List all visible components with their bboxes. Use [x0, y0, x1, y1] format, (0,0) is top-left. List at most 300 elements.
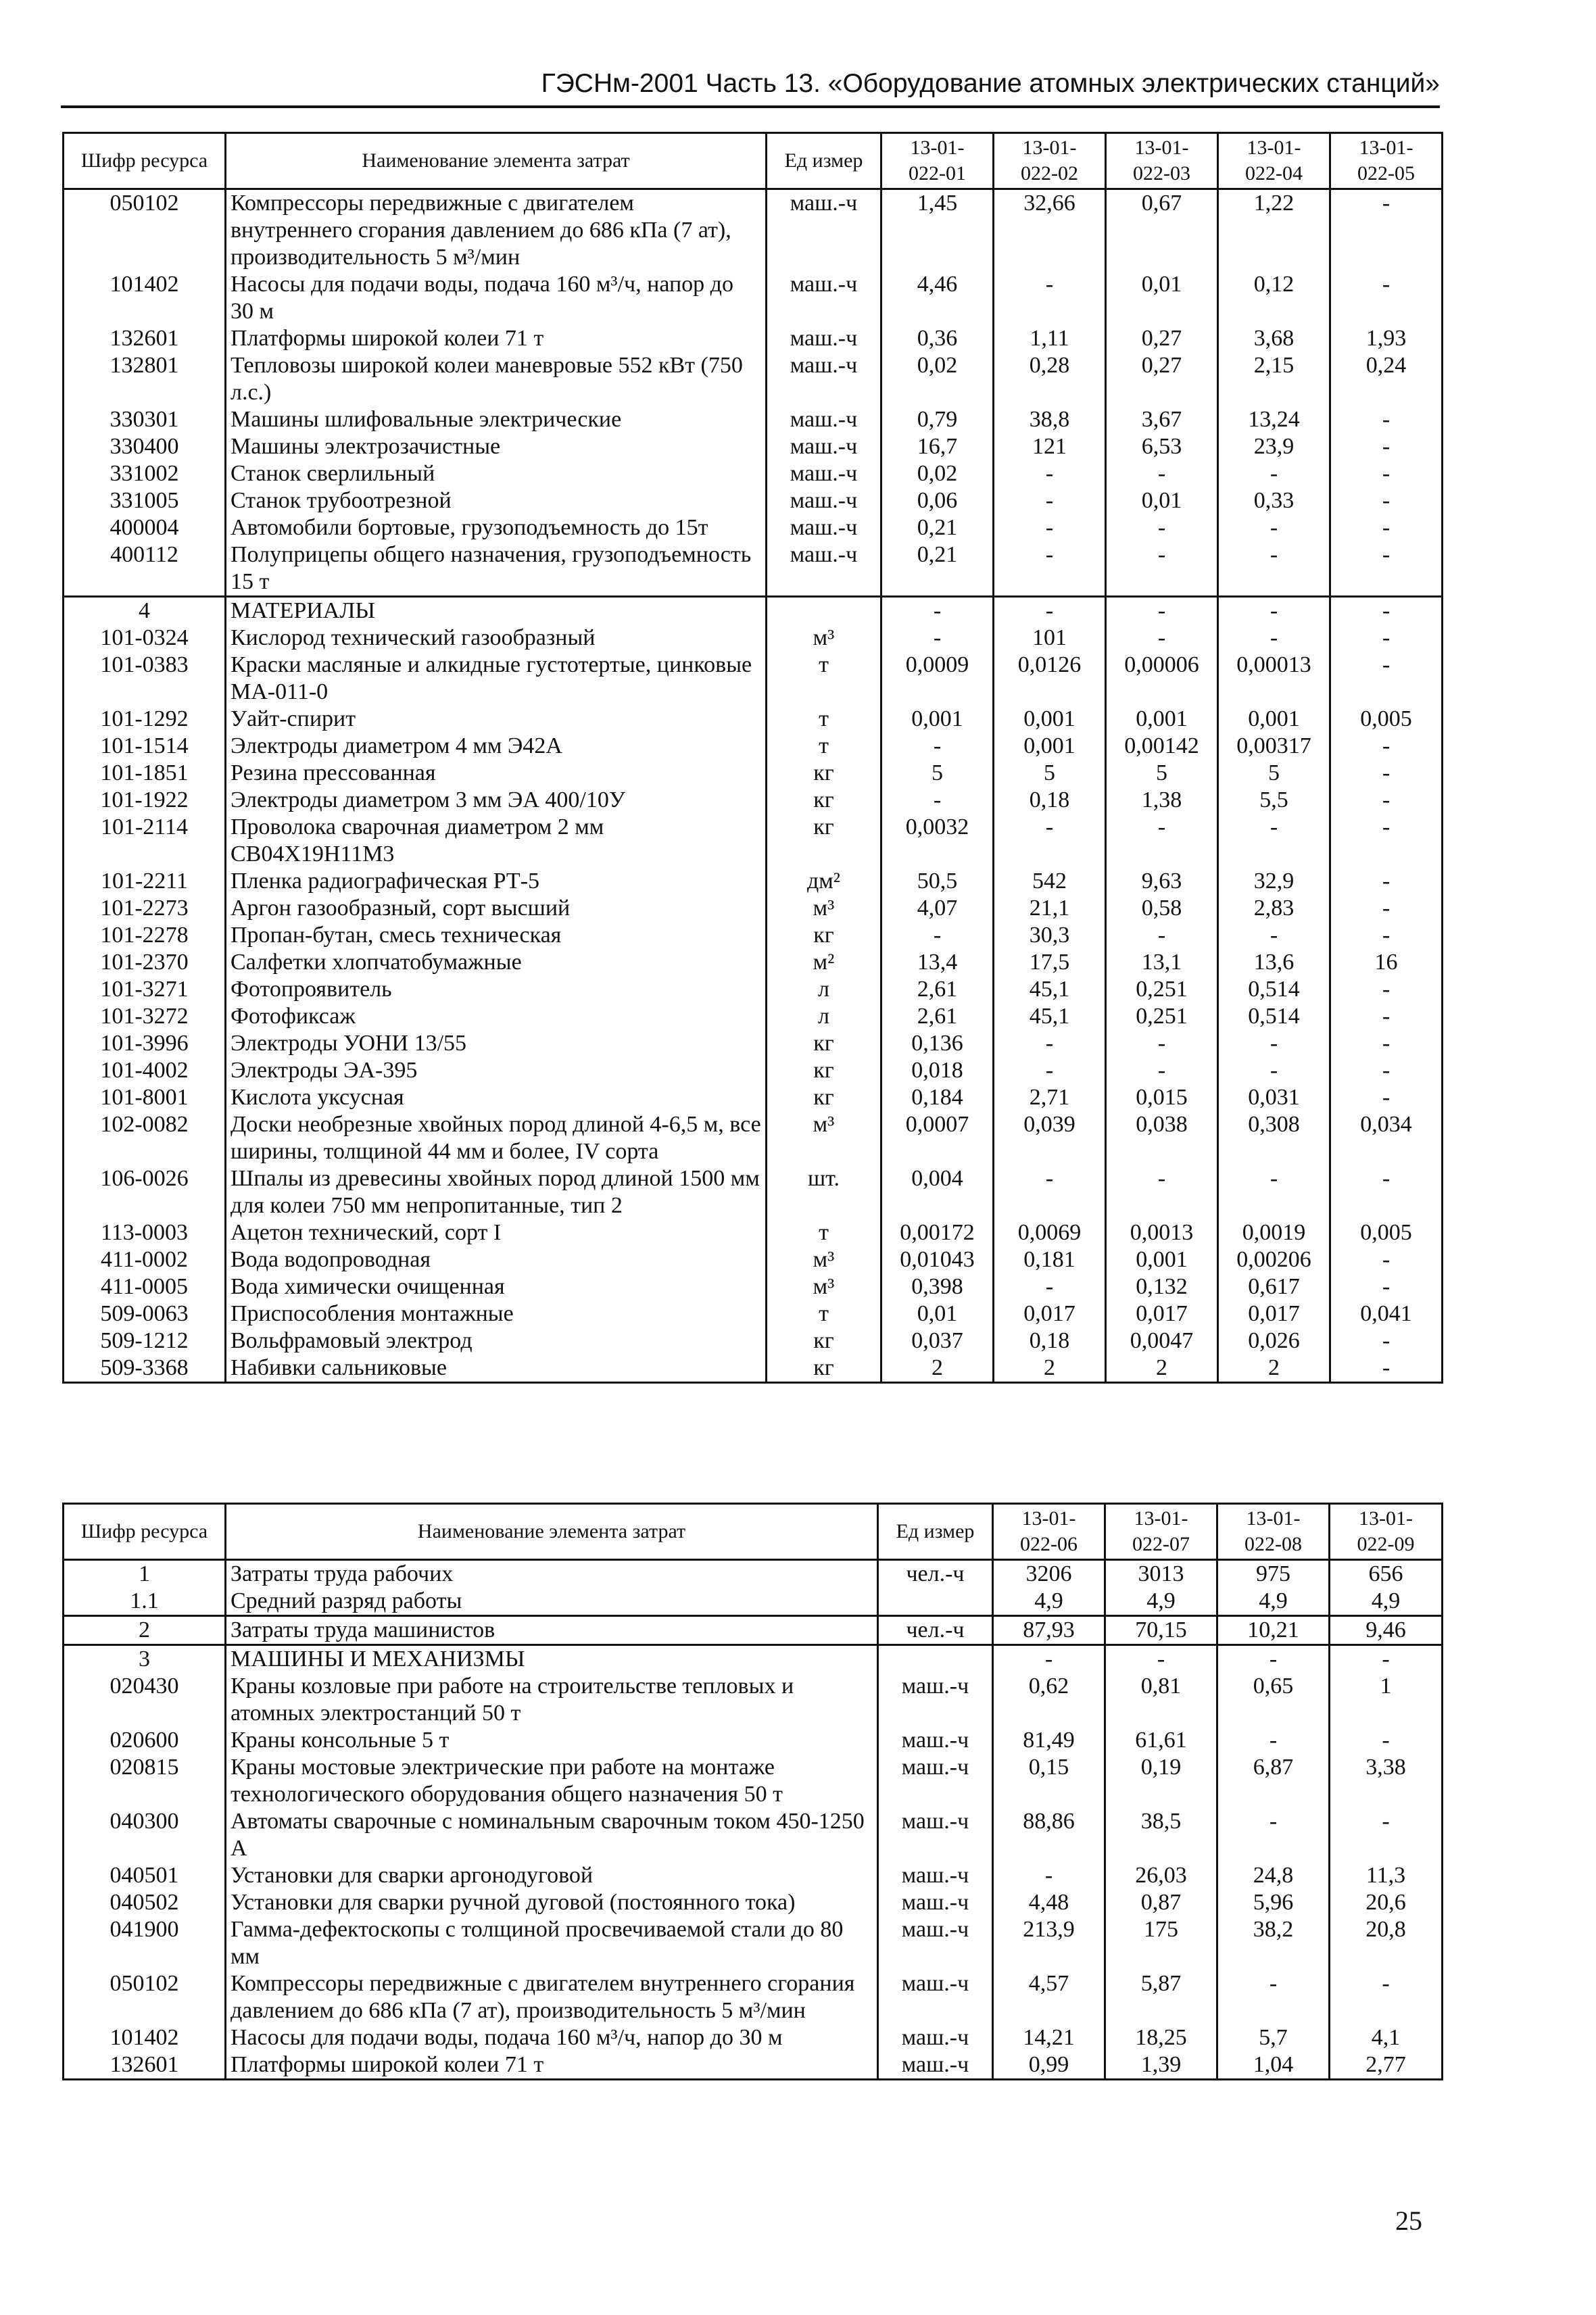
- resource-name: Машины электрозачистные: [226, 433, 767, 460]
- page-header: [61, 65, 1440, 108]
- norm-value: 0,58: [1106, 895, 1218, 922]
- unit-of-measure: дм²: [767, 868, 881, 895]
- norm-value: 0,037: [881, 1327, 994, 1355]
- norm-value: 0,308: [1218, 1111, 1330, 1165]
- unit-of-measure: маш.-ч: [767, 433, 881, 460]
- table-row: [64, 1970, 1443, 2024]
- resource-name: Пропан-бутан, смесь техническая: [226, 922, 767, 949]
- norm-value: 0,0069: [994, 1219, 1106, 1246]
- unit-of-measure: кг: [767, 760, 881, 787]
- norm-value: -: [1330, 487, 1443, 514]
- resource-code: 1: [64, 1560, 226, 1588]
- norm-value: -: [993, 1862, 1105, 1889]
- norm-value: 0,01: [881, 1300, 994, 1327]
- norm-value: 0,27: [1106, 352, 1218, 406]
- norm-value: -: [1106, 1030, 1218, 1057]
- resource-name: Уайт-спирит: [226, 706, 767, 733]
- resource-code: 101-2278: [64, 922, 226, 949]
- unit-of-measure: чел.-ч: [878, 1616, 993, 1645]
- norm-value: 0,00013: [1218, 652, 1330, 706]
- resource-name: Электроды УОНИ 13/55: [226, 1030, 767, 1057]
- resource-name: Затраты труда машинистов: [226, 1616, 878, 1645]
- norm-value: 45,1: [994, 1003, 1106, 1030]
- unit-of-measure: чел.-ч: [878, 1560, 993, 1588]
- table-row: [64, 1916, 1443, 1970]
- norm-value: 61,61: [1105, 1727, 1217, 1754]
- norm-value: 0,132: [1106, 1273, 1218, 1300]
- norm-value: -: [1218, 625, 1330, 652]
- table-row: [64, 271, 1443, 325]
- table-row: [64, 514, 1443, 541]
- resource-code: 101-1292: [64, 706, 226, 733]
- norm-value: 0,034: [1330, 1111, 1443, 1165]
- norm-value: 20,6: [1330, 1889, 1443, 1916]
- norm-value: -: [1330, 433, 1443, 460]
- resource-name: Платформы широкой колеи 71 т: [226, 2051, 878, 2080]
- norm-value: -: [1106, 597, 1218, 625]
- norm-value: 10,21: [1217, 1616, 1330, 1645]
- resource-code: 132801: [64, 352, 226, 406]
- norm-value: 45,1: [994, 976, 1106, 1003]
- column-header: 13-01- 022-05: [1330, 133, 1443, 189]
- norm-value: 5,96: [1217, 1889, 1330, 1916]
- norm-value: 13,4: [881, 949, 994, 976]
- section-row: [64, 597, 1443, 625]
- norm-value: 6,87: [1217, 1754, 1330, 1808]
- resource-code: 106-0026: [64, 1165, 226, 1219]
- unit-of-measure: кг: [767, 922, 881, 949]
- table-row: [64, 1727, 1443, 1754]
- resource-code: 050102: [64, 189, 226, 272]
- unit-of-measure: маш.-ч: [767, 406, 881, 433]
- resource-name: Проволока сварочная диаметром 2 мм СВ04Х19Н11М3: [226, 814, 767, 868]
- resource-name: Аргон газообразный, сорт высший: [226, 895, 767, 922]
- resource-name: МАТЕРИАЛЫ: [226, 597, 767, 625]
- resource-name: Компрессоры передвижные с двигателем внутреннего сгорания давлением до 686 кПа (7 ат), производительность 5 м³/мин: [226, 1970, 878, 2024]
- norm-value: 0,398: [881, 1273, 994, 1300]
- resource-name: Электроды диаметром 4 мм Э42А: [226, 733, 767, 760]
- unit-of-measure: [767, 597, 881, 625]
- norm-value: -: [1217, 1645, 1330, 1674]
- norm-value: 213,9: [993, 1916, 1105, 1970]
- norm-value: -: [994, 541, 1106, 597]
- resource-name: Ацетон технический, сорт I: [226, 1219, 767, 1246]
- resource-code: 101-2273: [64, 895, 226, 922]
- unit-of-measure: кг: [767, 787, 881, 814]
- norm-value: 0,24: [1330, 352, 1443, 406]
- unit-of-measure: кг: [767, 1084, 881, 1111]
- norm-value: 0,18: [994, 787, 1106, 814]
- table-row: [64, 1246, 1443, 1273]
- norm-value: -: [881, 922, 994, 949]
- norm-value: -: [1330, 787, 1443, 814]
- norm-value: 0,0019: [1218, 1219, 1330, 1246]
- resource-name: Гамма-дефектоскопы с толщиной просвечиваемой стали до 80 мм: [226, 1916, 878, 1970]
- table-row: [64, 733, 1443, 760]
- resource-code: 509-0063: [64, 1300, 226, 1327]
- norm-value: -: [1330, 1273, 1443, 1300]
- norm-value: 0,0013: [1106, 1219, 1218, 1246]
- unit-of-measure: маш.-ч: [878, 1808, 993, 1862]
- unit-of-measure: маш.-ч: [767, 271, 881, 325]
- norm-value: 0,017: [994, 1300, 1106, 1327]
- page-number: 25: [1395, 2206, 1422, 2236]
- norm-value: 3,67: [1106, 406, 1218, 433]
- norm-value: 3206: [993, 1560, 1105, 1588]
- unit-of-measure: маш.-ч: [878, 1970, 993, 2024]
- resource-code: 101-8001: [64, 1084, 226, 1111]
- table-row: [64, 1560, 1443, 1588]
- resource-code: 1.1: [64, 1588, 226, 1616]
- norm-value: -: [1330, 1327, 1443, 1355]
- norm-value: -: [1218, 1165, 1330, 1219]
- norm-value: 5: [1218, 760, 1330, 787]
- norm-value: 0,36: [881, 325, 994, 352]
- norm-value: 30,3: [994, 922, 1106, 949]
- resource-name: Краны козловые при работе на строительстве тепловых и атомных электростанций 50 т: [226, 1673, 878, 1727]
- resource-code: 040300: [64, 1808, 226, 1862]
- norm-value: -: [1106, 1165, 1218, 1219]
- norm-value: 24,8: [1217, 1862, 1330, 1889]
- resource-code: 3: [64, 1645, 226, 1674]
- resource-code: 101402: [64, 271, 226, 325]
- norm-value: 0,136: [881, 1030, 994, 1057]
- norm-value: 13,1: [1106, 949, 1218, 976]
- unit-of-measure: маш.-ч: [767, 352, 881, 406]
- resource-name: Доски необрезные хвойных пород длиной 4-6,5 м, все ширины, толщиной 44 мм и более, IV сорта: [226, 1111, 767, 1165]
- norm-value: 5: [1106, 760, 1218, 787]
- column-header: Шифр ресурса: [64, 1504, 226, 1560]
- unit-of-measure: кг: [767, 1355, 881, 1383]
- norm-value: -: [1106, 814, 1218, 868]
- norm-value: 1,93: [1330, 325, 1443, 352]
- norm-value: 5,7: [1217, 2024, 1330, 2051]
- table-row: [64, 1165, 1443, 1219]
- norm-value: 0,62: [993, 1673, 1105, 1727]
- table-row: [64, 1084, 1443, 1111]
- table-row: [64, 625, 1443, 652]
- resource-code: 101-1922: [64, 787, 226, 814]
- resource-code: 101-2114: [64, 814, 226, 868]
- table-row: [64, 2051, 1443, 2080]
- resource-code: 101-1514: [64, 733, 226, 760]
- table-row: [64, 706, 1443, 733]
- table-row: [64, 1862, 1443, 1889]
- resource-code: 400004: [64, 514, 226, 541]
- resource-code: 041900: [64, 1916, 226, 1970]
- table-row: [64, 1300, 1443, 1327]
- resource-code: 101-2370: [64, 949, 226, 976]
- table-row: [64, 1273, 1443, 1300]
- norm-value: 16: [1330, 949, 1443, 976]
- resource-code: 509-1212: [64, 1327, 226, 1355]
- unit-of-measure: м³: [767, 1273, 881, 1300]
- norm-value: 0,00142: [1106, 733, 1218, 760]
- norm-value: -: [1330, 1057, 1443, 1084]
- resource-name: МАШИНЫ И МЕХАНИЗМЫ: [226, 1645, 878, 1674]
- norm-value: 20,8: [1330, 1916, 1443, 1970]
- norm-value: -: [1330, 597, 1443, 625]
- norm-value: -: [1330, 1246, 1443, 1273]
- norm-value: 21,1: [994, 895, 1106, 922]
- norm-value: 0,33: [1218, 487, 1330, 514]
- norm-value: 9,46: [1330, 1616, 1443, 1645]
- norm-value: 0,004: [881, 1165, 994, 1219]
- norm-value: 3,68: [1218, 325, 1330, 352]
- unit-of-measure: м³: [767, 1246, 881, 1273]
- table-row: [64, 922, 1443, 949]
- table-row: [64, 895, 1443, 922]
- norm-value: -: [1330, 1030, 1443, 1057]
- resource-name: Кислота уксусная: [226, 1084, 767, 1111]
- table-row: [64, 2024, 1443, 2051]
- resource-code: 411-0002: [64, 1246, 226, 1273]
- column-header: 13-01- 022-03: [1106, 133, 1218, 189]
- norm-value: -: [994, 1030, 1106, 1057]
- norm-value: 0,184: [881, 1084, 994, 1111]
- resource-name: Пленка радиографическая РТ-5: [226, 868, 767, 895]
- norm-value: -: [1330, 271, 1443, 325]
- unit-of-measure: м³: [767, 625, 881, 652]
- norm-value: 3,38: [1330, 1754, 1443, 1808]
- norm-value: 0,01: [1106, 487, 1218, 514]
- norm-value: -: [1218, 460, 1330, 487]
- table-row: [64, 352, 1443, 406]
- resource-name: Краны консольные 5 т: [226, 1727, 878, 1754]
- norm-value: 0,001: [1106, 1246, 1218, 1273]
- norm-value: 38,2: [1217, 1916, 1330, 1970]
- norm-value: -: [994, 1057, 1106, 1084]
- table-row: [64, 1327, 1443, 1355]
- resource-code: 132601: [64, 2051, 226, 2080]
- resource-code: 101-3272: [64, 1003, 226, 1030]
- norm-value: 18,25: [1105, 2024, 1217, 2051]
- norm-value: 0,031: [1218, 1084, 1330, 1111]
- resource-name: Установки для сварки ручной дуговой (постоянного тока): [226, 1889, 878, 1916]
- resource-name: Электроды ЭА-395: [226, 1057, 767, 1084]
- norm-value: -: [994, 814, 1106, 868]
- norm-value: 0,015: [1106, 1084, 1218, 1111]
- norm-value: 1: [1330, 1673, 1443, 1727]
- resource-code: 2: [64, 1616, 226, 1645]
- norm-value: -: [1218, 597, 1330, 625]
- norm-value: 0,0126: [994, 652, 1106, 706]
- norm-value: 0,0047: [1106, 1327, 1218, 1355]
- unit-of-measure: маш.-ч: [767, 514, 881, 541]
- norm-value: 50,5: [881, 868, 994, 895]
- table-row: [64, 1355, 1443, 1383]
- norm-value: 0,21: [881, 514, 994, 541]
- norm-value: 2,15: [1218, 352, 1330, 406]
- norm-value: -: [994, 487, 1106, 514]
- resource-code: 040502: [64, 1889, 226, 1916]
- table-row: [64, 1588, 1443, 1616]
- norm-value: 5: [994, 760, 1106, 787]
- unit-of-measure: кг: [767, 1057, 881, 1084]
- table-row: [64, 460, 1443, 487]
- unit-of-measure: маш.-ч: [767, 487, 881, 514]
- norm-value: 32,9: [1218, 868, 1330, 895]
- norm-value: -: [1330, 1003, 1443, 1030]
- resource-name: Резина прессованная: [226, 760, 767, 787]
- norm-value: 0,041: [1330, 1300, 1443, 1327]
- unit-of-measure: т: [767, 652, 881, 706]
- resource-name: Краны мостовые электрические при работе на монтаже технологического оборудования общего назначения 50 т: [226, 1754, 878, 1808]
- column-header: 13-01- 022-07: [1105, 1504, 1217, 1560]
- unit-of-measure: м³: [767, 1111, 881, 1165]
- norm-value: 0,00206: [1218, 1246, 1330, 1273]
- unit-of-measure: [878, 1588, 993, 1616]
- norm-value: 70,15: [1105, 1616, 1217, 1645]
- resource-name: Кислород технический газообразный: [226, 625, 767, 652]
- norm-value: 0,81: [1105, 1673, 1217, 1727]
- norm-value: -: [881, 787, 994, 814]
- norm-value: 1,22: [1218, 189, 1330, 272]
- norm-value: 0,181: [994, 1246, 1106, 1273]
- norm-value: 2,61: [881, 1003, 994, 1030]
- norm-value: 0,00006: [1106, 652, 1218, 706]
- norm-value: 0,038: [1106, 1111, 1218, 1165]
- norm-value: -: [1218, 514, 1330, 541]
- norm-value: 0,026: [1218, 1327, 1330, 1355]
- norm-value: 0,001: [881, 706, 994, 733]
- table-row: [64, 760, 1443, 787]
- unit-of-measure: [878, 1645, 993, 1674]
- column-header: 13-01- 022-04: [1218, 133, 1330, 189]
- resource-code: 101-0324: [64, 625, 226, 652]
- resource-code: 102-0082: [64, 1111, 226, 1165]
- resource-name: Установки для сварки аргонодуговой: [226, 1862, 878, 1889]
- resource-name: Затраты труда рабочих: [226, 1560, 878, 1588]
- unit-of-measure: м²: [767, 949, 881, 976]
- norm-value: 0,005: [1330, 706, 1443, 733]
- resource-code: 101402: [64, 2024, 226, 2051]
- norm-value: -: [1330, 514, 1443, 541]
- resource-name: Вода водопроводная: [226, 1246, 767, 1273]
- resource-code: 101-3996: [64, 1030, 226, 1057]
- norm-value: 0,514: [1218, 976, 1330, 1003]
- norm-value: 0,617: [1218, 1273, 1330, 1300]
- norm-value: 0,0009: [881, 652, 994, 706]
- norm-value: 1,38: [1106, 787, 1218, 814]
- unit-of-measure: маш.-ч: [878, 1916, 993, 1970]
- norm-value: 0,017: [1218, 1300, 1330, 1327]
- table-row: [64, 949, 1443, 976]
- unit-of-measure: кг: [767, 814, 881, 868]
- resource-name: Компрессоры передвижные с двигателем внутреннего сгорания давлением до 686 кПа (7 ат), производительность 5 м³/мин: [226, 189, 767, 272]
- norm-value: -: [994, 597, 1106, 625]
- unit-of-measure: маш.-ч: [878, 1673, 993, 1727]
- norm-value: 0,12: [1218, 271, 1330, 325]
- norm-value: 38,5: [1105, 1808, 1217, 1862]
- norm-value: 0,67: [1106, 189, 1218, 272]
- norm-value: -: [1106, 1057, 1218, 1084]
- column-header: Наименование элемента затрат: [226, 133, 767, 189]
- norm-value: 0,001: [1218, 706, 1330, 733]
- norm-value: -: [1330, 976, 1443, 1003]
- norm-value: 1,45: [881, 189, 994, 272]
- table-row: [64, 487, 1443, 514]
- norm-value: 0,02: [881, 460, 994, 487]
- norm-value: 5: [881, 760, 994, 787]
- norm-value: -: [994, 514, 1106, 541]
- resource-name: Салфетки хлопчатобумажные: [226, 949, 767, 976]
- norm-value: 0,27: [1106, 325, 1218, 352]
- norm-value: 975: [1217, 1560, 1330, 1588]
- norm-value: -: [1330, 460, 1443, 487]
- resource-code: 331005: [64, 487, 226, 514]
- norm-value: -: [1106, 922, 1218, 949]
- norm-value: -: [1330, 541, 1443, 597]
- norm-value: 14,21: [993, 2024, 1105, 2051]
- norm-value: -: [881, 625, 994, 652]
- norm-value: 0,79: [881, 406, 994, 433]
- resource-name: Машины шлифовальные электрические: [226, 406, 767, 433]
- norm-value: 0,15: [993, 1754, 1105, 1808]
- column-header: 13-01- 022-02: [994, 133, 1106, 189]
- resource-name: Фотопроявитель: [226, 976, 767, 1003]
- norm-value: 0,99: [993, 2051, 1105, 2080]
- norm-value: 23,9: [1218, 433, 1330, 460]
- norm-value: 4,9: [1105, 1588, 1217, 1616]
- resource-code: 411-0005: [64, 1273, 226, 1300]
- norm-value: 0,06: [881, 487, 994, 514]
- norm-value: 0,001: [1106, 706, 1218, 733]
- unit-of-measure: кг: [767, 1030, 881, 1057]
- norm-value: 5,5: [1218, 787, 1330, 814]
- resource-code: 132601: [64, 325, 226, 352]
- resource-name: Средний разряд работы: [226, 1588, 878, 1616]
- table-row: [64, 1057, 1443, 1084]
- table-row: [64, 1754, 1443, 1808]
- norm-value: -: [994, 460, 1106, 487]
- table-row: [64, 541, 1443, 597]
- norm-value: -: [1218, 922, 1330, 949]
- norm-value: 4,07: [881, 895, 994, 922]
- resource-code: 113-0003: [64, 1219, 226, 1246]
- norm-value: -: [1105, 1645, 1217, 1674]
- header-row: [64, 133, 1443, 189]
- unit-of-measure: шт.: [767, 1165, 881, 1219]
- norm-value: -: [1330, 814, 1443, 868]
- header-row: [64, 1504, 1443, 1560]
- unit-of-measure: маш.-ч: [878, 1862, 993, 1889]
- norm-value: 0,018: [881, 1057, 994, 1084]
- unit-of-measure: л: [767, 976, 881, 1003]
- table-row: [64, 868, 1443, 895]
- norm-value: 38,8: [994, 406, 1106, 433]
- norm-value: 101: [994, 625, 1106, 652]
- norm-value: -: [1218, 541, 1330, 597]
- table-row: [64, 652, 1443, 706]
- resource-code: 330301: [64, 406, 226, 433]
- norm-value: -: [1330, 189, 1443, 272]
- table-row: [64, 1219, 1443, 1246]
- norm-value: -: [994, 271, 1106, 325]
- table-row: [64, 787, 1443, 814]
- unit-of-measure: маш.-ч: [767, 189, 881, 272]
- norm-value: 9,63: [1106, 868, 1218, 895]
- norm-value: 5,87: [1105, 1970, 1217, 2024]
- norm-value: 2: [1218, 1355, 1330, 1383]
- table-row: [64, 1673, 1443, 1727]
- unit-of-measure: л: [767, 1003, 881, 1030]
- norm-value: 175: [1105, 1916, 1217, 1970]
- unit-of-measure: маш.-ч: [878, 1754, 993, 1808]
- table-row: [64, 1616, 1443, 1645]
- norm-value: -: [1330, 1355, 1443, 1383]
- norm-value: 0,251: [1106, 1003, 1218, 1030]
